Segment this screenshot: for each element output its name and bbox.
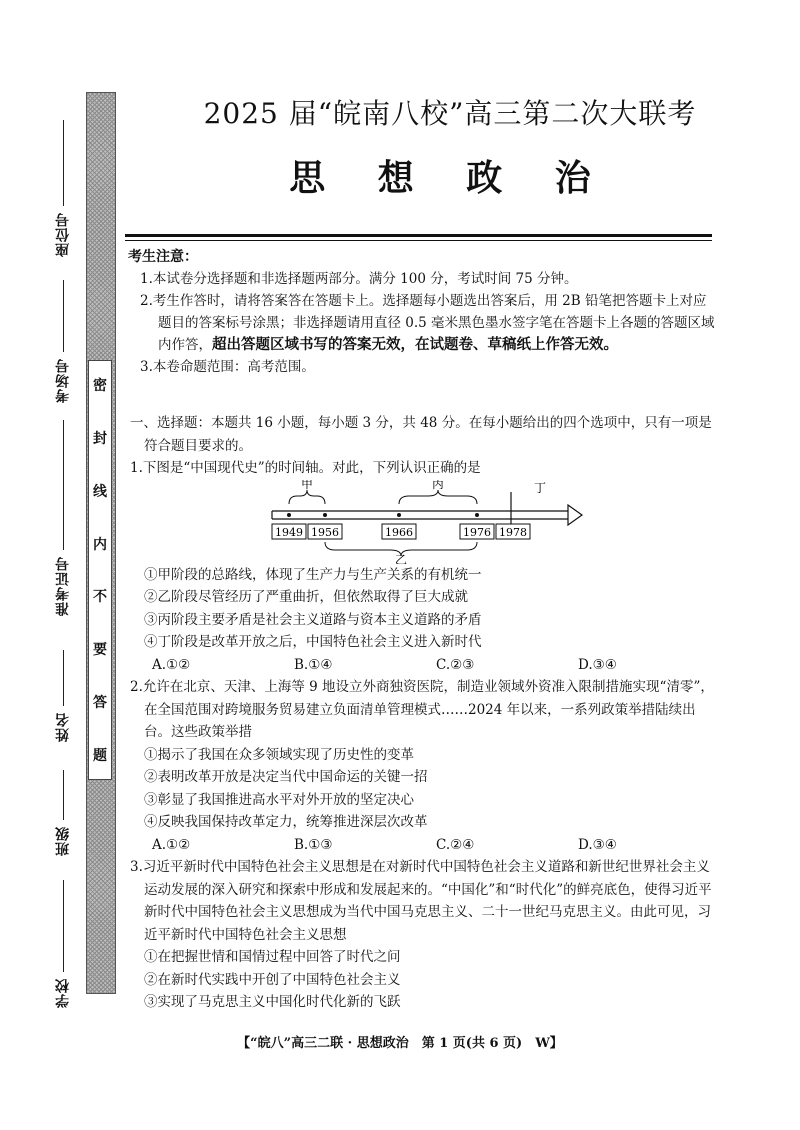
question-3-stem: 3.习近平新时代中国特色社会主义思想是在对新时代中国特色社会主义道路和新世纪世界社会主义运动发展的深入研究和探索中形成和发展起来的。“中国化”和“时代化”的鲜亮底色，使得习近平新时代中国特色社会主义思想成为当代中国马克思主义、二十一世纪马克思主义。由此可见，习近平新时代中国特色社会主义思想 (130, 859, 712, 943)
seal-char: 封 (93, 430, 107, 447)
seal-char: 要 (93, 642, 107, 659)
label-bing: 丙 (431, 479, 445, 491)
question-area (130, 412, 720, 1014)
notice-item-3: 3.本卷命题范围：高考范围。 (140, 359, 315, 375)
brace-jia (289, 490, 325, 504)
class-fill-line (63, 770, 64, 820)
exam-room-label: 考场号 (55, 358, 71, 403)
year-1956: 1956 (311, 525, 339, 539)
point-1956 (323, 513, 327, 517)
question-1-stem: 1.下图是“中国现代史”的时间轴。对此，下列认识正确的是 (130, 460, 481, 476)
q2-choice-c: C.②④ (436, 836, 475, 853)
seat-field (50, 120, 76, 257)
header-rule-thin (125, 240, 712, 241)
seal-warning (88, 360, 112, 780)
name-field (50, 650, 76, 742)
school-fill-line (63, 880, 64, 972)
q3-option-2: ②在新时代实践中开创了中国特色社会主义 (144, 971, 401, 988)
notice-item-2-text: 2.考生作答时，请将答案答在答题卡上。选择题每小题选出答案后，用 2B 铅笔把答题卡上对应题目的答案标号涂黑；非选择题请用直径 0.5 毫米黑色墨水签字笔在答题卡上各题的答题区域内作答， (140, 293, 715, 353)
q3-option-3: ③实现了马克思主义中国化时代化新的飞跃 (144, 994, 401, 1010)
admission-fill-line (63, 420, 64, 550)
q1-choice-d: D.③④ (578, 656, 617, 673)
q2-choices (130, 834, 720, 857)
notice-heading: 考生注意： (128, 249, 198, 265)
admission-field (50, 420, 76, 616)
label-jia: 甲 (300, 479, 314, 491)
q3-option-1: ①在把握世情和国情过程中回答了时代之问 (144, 949, 401, 965)
timeline-figure (130, 480, 720, 564)
q2-option-4: ④反映我国保持改革定力，统筹推进深层次改革 (144, 814, 428, 830)
point-1949 (287, 513, 291, 517)
header-rule-thick (125, 234, 712, 237)
q1-choice-b: B.①④ (294, 656, 333, 673)
admission-label: 准考证号 (55, 556, 71, 616)
q1-option-1: ①甲阶段的总路线，体现了生产力与生产关系的有机统一 (144, 566, 482, 583)
seal-char: 内 (93, 536, 107, 553)
timeline-arrowhead (568, 505, 582, 525)
q2-option-1: ①揭示了我国在众多领域实现了历史性的变革 (144, 746, 414, 763)
seal-char: 题 (93, 747, 107, 764)
school-field (50, 880, 76, 1008)
page-footer: 【“皖八”高三二联 · 思想政治 第 1 页(共 6 页) W】 (237, 1036, 563, 1051)
seal-char: 密 (93, 378, 107, 394)
seat-label: 座位号 (55, 212, 71, 257)
question-2-stem: 2.允许在北京、天津、上海等 9 地设立外商独资医院，制造业领域外资准入限制措施实现“清零”，在全国范围对跨境服务贸易建立负面清单管理模式……2024 年以来，一系列政策举措陆续出台。这些政策举措 (130, 679, 714, 740)
q1-choice-c: C.②③ (436, 656, 475, 673)
q1-choice-a: A.①② (152, 656, 191, 673)
seat-fill-line (63, 120, 64, 206)
notice-item-2-emphasis: 超出答题区域书写的答案无效，在试题卷、草稿纸上作答无效。 (212, 337, 618, 353)
notice-item-2 (128, 290, 718, 356)
timeline-svg (130, 480, 720, 564)
exam-room-fill-line (63, 280, 64, 352)
label-ding: 丁 (533, 480, 547, 495)
year-1949: 1949 (275, 525, 303, 539)
q2-option-3: ③彰显了我国推进高水平对外开放的坚定决心 (144, 791, 414, 808)
school-label: 学校 (55, 978, 71, 1008)
seal-char: 答 (93, 695, 107, 712)
notice-item-1: 1.本试卷分选择题和非选择题两部分。满分 100 分，考试时间 75 分钟。 (140, 271, 578, 287)
subject-title: 思 想 政 治 (289, 158, 611, 199)
q2-option-2: ②表明改革开放是决定当代中国命运的关键一招 (144, 769, 428, 785)
exam-title: 2025 届“皖南八校”高三第二次大联考 (203, 97, 697, 130)
year-1976: 1976 (463, 525, 491, 539)
seal-char: 不 (93, 589, 107, 606)
label-yi: 乙 (394, 552, 408, 564)
q2-choice-d: D.③④ (578, 836, 617, 853)
name-fill-line (63, 650, 64, 706)
candidate-notice (128, 246, 718, 378)
q1-option-4: ④丁阶段是改革开放之后，中国特色社会主义进入新时代 (144, 634, 482, 650)
seal-char: 线 (93, 483, 107, 500)
year-1966: 1966 (385, 525, 413, 539)
point-1976 (475, 513, 479, 517)
exam-room-field (50, 280, 76, 403)
q1-option-2: ②乙阶段尽管经历了严重曲折，但依然取得了巨大成就 (144, 589, 468, 605)
name-label: 姓名 (55, 712, 71, 742)
point-1966 (397, 513, 401, 517)
brace-bing (399, 490, 477, 504)
class-field (50, 770, 76, 856)
class-label: 班级 (55, 826, 71, 856)
section-heading: 一、选择题：本题共 16 小题，每小题 3 分，共 48 分。在每小题给出的四个选项中，只有一项是符合题目要求的。 (130, 415, 712, 454)
year-1978: 1978 (499, 525, 527, 539)
q1-option-3: ③丙阶段主要矛盾是社会主义道路与资本主义道路的矛盾 (144, 611, 482, 628)
q2-choice-b: B.①③ (294, 836, 333, 853)
q2-choice-a: A.①② (152, 836, 191, 853)
q1-choices (130, 654, 720, 677)
